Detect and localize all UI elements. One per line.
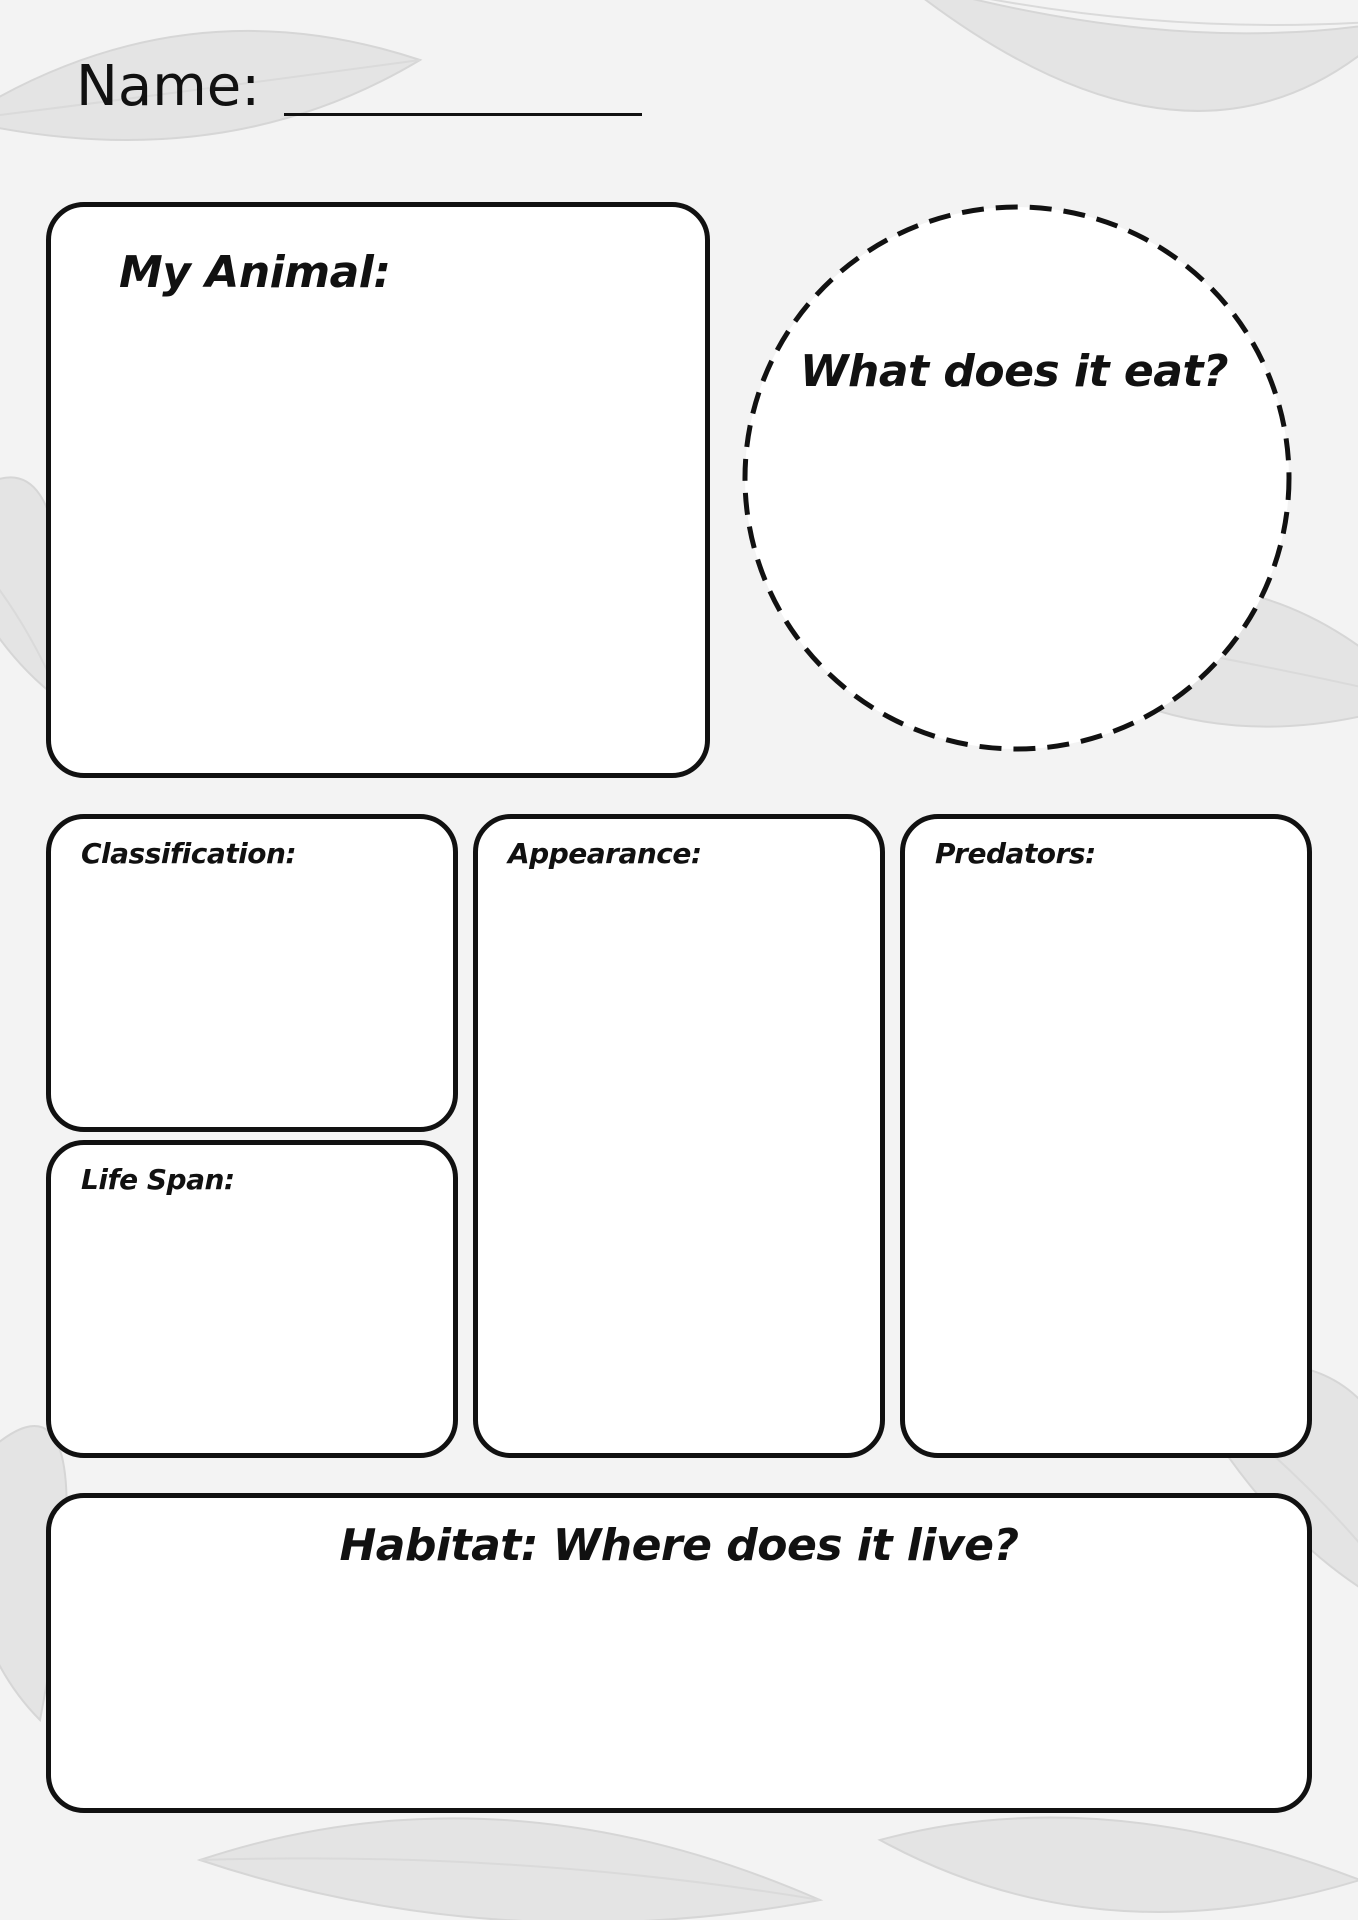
classification-box[interactable] <box>46 814 458 1132</box>
name-label: Name: <box>76 54 261 119</box>
life-span-box[interactable] <box>46 1140 458 1458</box>
life-span-title: Life Span: <box>81 1163 235 1196</box>
my-animal-title: My Animal: <box>119 247 391 298</box>
habitat-box[interactable] <box>46 1493 1312 1813</box>
habitat-title: Habitat: Where does it live? <box>339 1520 1019 1571</box>
name-row <box>76 42 642 122</box>
predators-box[interactable] <box>900 814 1312 1458</box>
name-blank-line[interactable] <box>284 113 642 116</box>
what-eat-title: What does it eat? <box>800 346 1228 397</box>
my-animal-box[interactable] <box>46 202 710 778</box>
classification-title: Classification: <box>81 837 297 870</box>
what-eat-circle[interactable] <box>740 202 1294 754</box>
appearance-title: Appearance: <box>508 837 702 870</box>
appearance-box[interactable] <box>473 814 885 1458</box>
predators-title: Predators: <box>935 837 1096 870</box>
